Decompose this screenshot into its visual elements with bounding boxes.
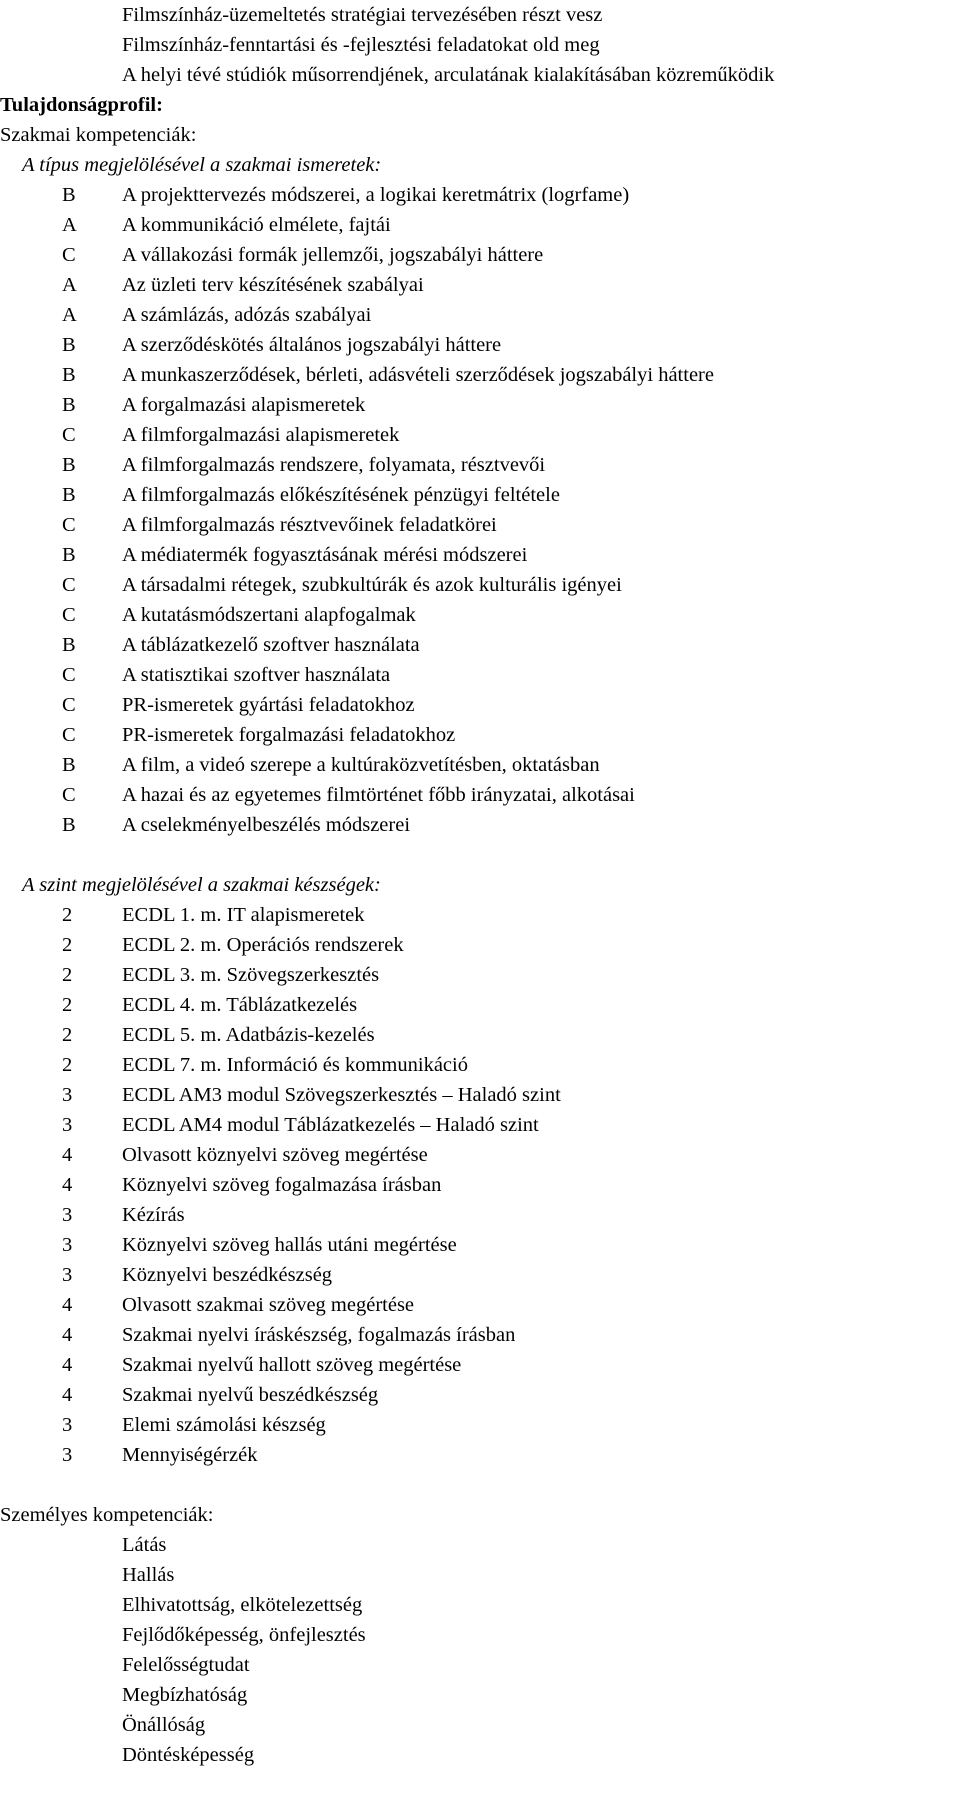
knowledge-item (0, 450, 960, 480)
skills-section-title: A szint megjelölésével a szakmai készségek: (22, 874, 381, 896)
knowledge-text: A vállakozási formák jellemzői, jogszabályi háttere (122, 244, 544, 266)
knowledge-item (0, 690, 960, 720)
skill-item (0, 900, 960, 930)
personal-item: Hallás (122, 1564, 175, 1586)
knowledge-item (0, 780, 960, 810)
skill-text: Köznyelvi szöveg hallás utáni megértése (122, 1234, 457, 1256)
skill-level: 4 (62, 1144, 73, 1166)
profile-title: Tulajdonságprofil: (0, 94, 163, 116)
knowledge-code: B (62, 394, 76, 416)
knowledge-text: A filmforgalmazás rendszere, folyamata, résztvevői (122, 454, 546, 476)
knowledge-code: C (62, 694, 76, 716)
section-spacer (0, 1470, 960, 1500)
skill-level: 3 (62, 1234, 73, 1256)
knowledge-code: C (62, 244, 76, 266)
knowledge-text: A film, a videó szerepe a kultúraközvetítésben, oktatásban (122, 754, 600, 776)
skill-level: 4 (62, 1294, 73, 1316)
top-line-2: Filmszínház-fenntartási és -fejlesztési feladatokat old meg (122, 34, 600, 56)
knowledge-item (0, 300, 960, 330)
knowledge-text: PR-ismeretek gyártási feladatokhoz (122, 694, 415, 716)
skill-text: ECDL 4. m. Táblázatkezelés (122, 994, 358, 1016)
knowledge-code: C (62, 604, 76, 626)
skill-text: ECDL AM4 modul Táblázatkezelés – Haladó szint (122, 1114, 539, 1136)
knowledge-code: C (62, 514, 76, 536)
knowledge-text: A számlázás, adózás szabályai (122, 304, 372, 326)
skill-text: Olvasott köznyelvi szöveg megértése (122, 1144, 428, 1166)
skill-text: Szakmai nyelvű beszédkészség (122, 1384, 379, 1406)
skill-item (0, 1170, 960, 1200)
knowledge-code: B (62, 184, 76, 206)
top-line-1: Filmszínház-üzemeltetés stratégiai tervezésében részt vesz (122, 4, 603, 26)
knowledge-code: C (62, 424, 76, 446)
skill-item (0, 1020, 960, 1050)
skill-level: 3 (62, 1414, 73, 1436)
knowledge-item (0, 360, 960, 390)
skill-level: 2 (62, 964, 73, 986)
skill-text: Kézírás (122, 1204, 185, 1226)
knowledge-text: A hazai és az egyetemes filmtörténet főbb irányzatai, alkotásai (122, 784, 635, 806)
knowledge-item (0, 570, 960, 600)
professional-competencies-title: Szakmai kompetenciák: (0, 124, 197, 146)
knowledge-section-title: A típus megjelölésével a szakmai ismeretek: (22, 154, 382, 176)
knowledge-code: B (62, 634, 76, 656)
personal-item: Látás (122, 1534, 167, 1556)
skill-text: ECDL 7. m. Információ és kommunikáció (122, 1054, 468, 1076)
personal-item: Fejlődőképesség, önfejlesztés (122, 1624, 366, 1646)
knowledge-code: B (62, 334, 76, 356)
skill-level: 3 (62, 1084, 73, 1106)
knowledge-item (0, 330, 960, 360)
knowledge-item (0, 630, 960, 660)
skill-item (0, 960, 960, 990)
knowledge-code: B (62, 484, 76, 506)
knowledge-item (0, 270, 960, 300)
skill-text: ECDL 1. m. IT alapismeretek (122, 904, 365, 926)
personal-item: Megbízhatóság (122, 1684, 248, 1706)
skill-level: 3 (62, 1444, 73, 1466)
skill-level: 2 (62, 934, 73, 956)
skill-text: ECDL 3. m. Szövegszerkesztés (122, 964, 380, 986)
knowledge-text: Az üzleti terv készítésének szabályai (122, 274, 424, 296)
skill-text: ECDL 5. m. Adatbázis-kezelés (122, 1024, 375, 1046)
knowledge-item (0, 810, 960, 840)
skill-item (0, 1080, 960, 1110)
knowledge-text: A táblázatkezelő szoftver használata (122, 634, 420, 656)
skill-text: Olvasott szakmai szöveg megértése (122, 1294, 415, 1316)
skill-text: Szakmai nyelvű hallott szöveg megértése (122, 1354, 462, 1376)
knowledge-item (0, 660, 960, 690)
knowledge-code: C (62, 664, 76, 686)
knowledge-code: C (62, 574, 76, 596)
skill-text: ECDL 2. m. Operációs rendszerek (122, 934, 404, 956)
skill-item (0, 1140, 960, 1170)
knowledge-code: B (62, 754, 76, 776)
knowledge-code: B (62, 814, 76, 836)
skill-level: 3 (62, 1264, 73, 1286)
skill-text: Elemi számolási készség (122, 1414, 326, 1436)
skills-list (0, 900, 960, 1470)
knowledge-code: B (62, 544, 76, 566)
skill-item (0, 1290, 960, 1320)
knowledge-text: PR-ismeretek forgalmazási feladatokhoz (122, 724, 456, 746)
skill-text: Köznyelvi beszédkészség (122, 1264, 333, 1286)
skill-text: Szakmai nyelvi íráskészség, fogalmazás írásban (122, 1324, 516, 1346)
skill-item (0, 1380, 960, 1410)
skill-item (0, 1200, 960, 1230)
personal-item: Elhivatottság, elkötelezettség (122, 1594, 363, 1616)
knowledge-item (0, 390, 960, 420)
skill-text: Köznyelvi szöveg fogalmazása írásban (122, 1174, 442, 1196)
personal-item: Felelősségtudat (122, 1654, 250, 1676)
knowledge-code: A (62, 304, 77, 326)
personal-item: Döntésképesség (122, 1744, 255, 1766)
skill-level: 4 (62, 1174, 73, 1196)
top-line-3: A helyi tévé stúdiók műsorrendjének, arculatának kialakításában közreműködik (122, 64, 775, 86)
knowledge-code: A (62, 274, 77, 296)
skill-level: 2 (62, 1024, 73, 1046)
knowledge-text: A projekttervezés módszerei, a logikai keretmátrix (logrfame) (122, 184, 630, 206)
knowledge-item (0, 210, 960, 240)
skill-item (0, 1410, 960, 1440)
knowledge-text: A cselekményelbeszélés módszerei (122, 814, 411, 836)
skill-item (0, 930, 960, 960)
knowledge-text: A filmforgalmazási alapismeretek (122, 424, 400, 446)
knowledge-text: A statisztikai szoftver használata (122, 664, 391, 686)
skill-item (0, 1230, 960, 1260)
personal-competencies-title: Személyes kompetenciák: (0, 1504, 214, 1526)
knowledge-text: A forgalmazási alapismeretek (122, 394, 366, 416)
knowledge-code: B (62, 364, 76, 386)
personal-list (0, 1530, 960, 1770)
skill-text: ECDL AM3 modul Szövegszerkesztés – Haladó szint (122, 1084, 561, 1106)
skill-level: 2 (62, 994, 73, 1016)
skill-item (0, 1050, 960, 1080)
knowledge-item (0, 720, 960, 750)
skill-level: 4 (62, 1324, 73, 1346)
knowledge-text: A munkaszerződések, bérleti, adásvételi szerződések jogszabályi háttere (122, 364, 714, 386)
knowledge-code: C (62, 784, 76, 806)
skill-level: 4 (62, 1354, 73, 1376)
knowledge-item (0, 540, 960, 570)
knowledge-text: A kutatásmódszertani alapfogalmak (122, 604, 416, 626)
knowledge-text: A társadalmi rétegek, szubkultúrák és azok kulturális igényei (122, 574, 622, 596)
knowledge-item (0, 180, 960, 210)
knowledge-text: A kommunikáció elmélete, fajtái (122, 214, 391, 236)
skill-text: Mennyiségérzék (122, 1444, 258, 1466)
skill-level: 3 (62, 1114, 73, 1136)
personal-item: Önállóság (122, 1714, 206, 1736)
section-spacer (0, 840, 960, 870)
knowledge-text: A filmforgalmazás előkészítésének pénzügyi feltétele (122, 484, 560, 506)
skill-level: 3 (62, 1204, 73, 1226)
skill-level: 4 (62, 1384, 73, 1406)
skill-level: 2 (62, 1054, 73, 1076)
skill-item (0, 1440, 960, 1470)
knowledge-code: A (62, 214, 77, 236)
skill-item (0, 1110, 960, 1140)
skill-item (0, 1320, 960, 1350)
knowledge-text: A médiatermék fogyasztásának mérési módszerei (122, 544, 528, 566)
knowledge-item (0, 240, 960, 270)
knowledge-item (0, 420, 960, 450)
skill-item (0, 1350, 960, 1380)
knowledge-item (0, 600, 960, 630)
knowledge-text: A szerződéskötés általános jogszabályi háttere (122, 334, 502, 356)
knowledge-item (0, 480, 960, 510)
skill-level: 2 (62, 904, 73, 926)
knowledge-code: C (62, 724, 76, 746)
knowledge-item (0, 750, 960, 780)
knowledge-item (0, 510, 960, 540)
knowledge-list (0, 180, 960, 840)
knowledge-text: A filmforgalmazás résztvevőinek feladatkörei (122, 514, 497, 536)
skill-item (0, 1260, 960, 1290)
knowledge-code: B (62, 454, 76, 476)
skill-item (0, 990, 960, 1020)
